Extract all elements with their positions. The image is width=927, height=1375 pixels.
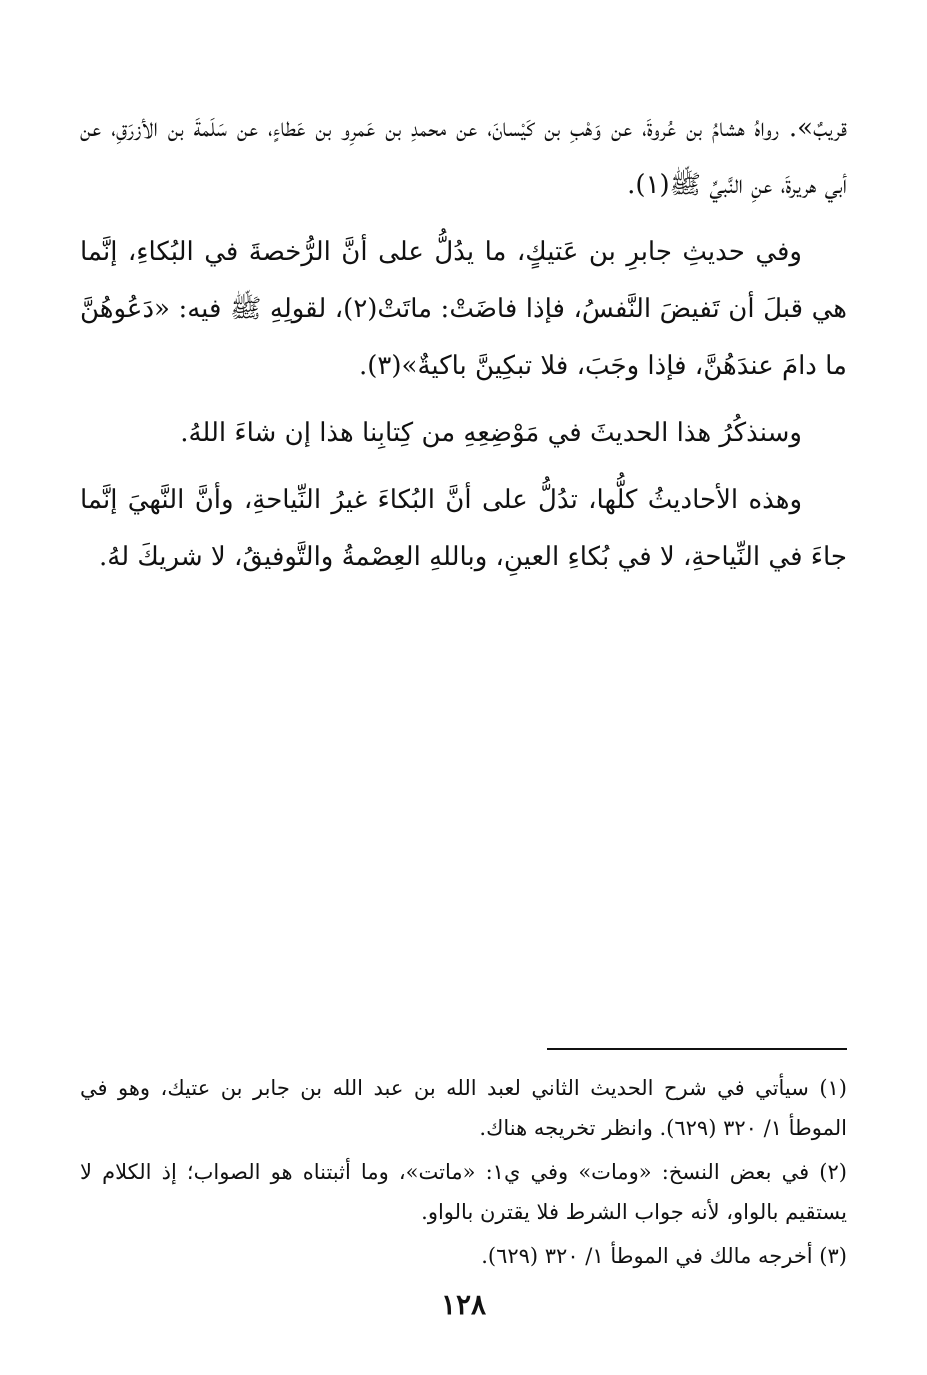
paragraph-4: وهذه الأحاديثُ كلُّها، تدُلُّ على أنَّ البُكاءَ غيرُ النِّياحةِ، وأنَّ النَّهيَ إنَّما جاءَ في النِّياحةِ، لا في بُكاءِ العينِ، وباللهِ العِصْمةُ والتَّوفيقُ، لا شريكَ لهُ. xyxy=(80,485,847,572)
footnotes xyxy=(80,1068,847,1280)
footnote-divider xyxy=(547,1048,847,1050)
footnote-3: (٣) أخرجه مالك في الموطأ ١/ ٣٢٠ (٦٢٩). xyxy=(481,1244,847,1268)
paragraph-2: وفي حديثِ جابرِ بن عَتيكٍ، ما يدُلُّ على أنَّ الرُّخصةَ في البُكاءِ، إنَّما هي قبلَ أن تَفيضَ النَّفسُ، فإذا فاضَتْ: ماتَتْ(٢)، لقولِهِ ﷺ فيه: «دَعُوهُنَّ ما دامَ عندَهُنَّ، فإذا وجَبَ، فلا تبكِينَّ باكيةٌ»(٣). xyxy=(80,237,847,381)
paragraph-1: قريبٌ». رواهُ هشامُ بن عُروةَ، عن وَهْبِ بن كَيْسانَ، عن محمدِ بن عَمرِو بن عَطاءٍ، عن سَلَمةَ بن الأزرَقِ، عن أبي هريرةَ، عنِ النَّبيِّ ﷺ(١). xyxy=(80,113,847,200)
book-page xyxy=(80,100,847,1340)
main-text xyxy=(80,100,847,586)
footnote-1: (١) سيأتي في شرح الحديث الثاني لعبد الله بن عبد الله بن جابر بن عتيك، وهو في الموطأ ١/ ٣٢٠ (٦٢٩). وانظر تخريجه هناك. xyxy=(80,1076,847,1140)
page-number: ١٢٨ xyxy=(440,1288,487,1321)
footnote-2: (٢) في بعض النسخ: «ومات» وفي ي١: «ماتت»، وما أثبتناه هو الصواب؛ إذ الكلام لا يستقيم بالواو، لأنه جواب الشرط فلا يقترن بالواو. xyxy=(80,1160,847,1224)
paragraph-3: وسنذكُرُ هذا الحديثَ في مَوْضِعِهِ من كِتابِنا هذا إن شاءَ اللهُ. xyxy=(180,418,802,448)
